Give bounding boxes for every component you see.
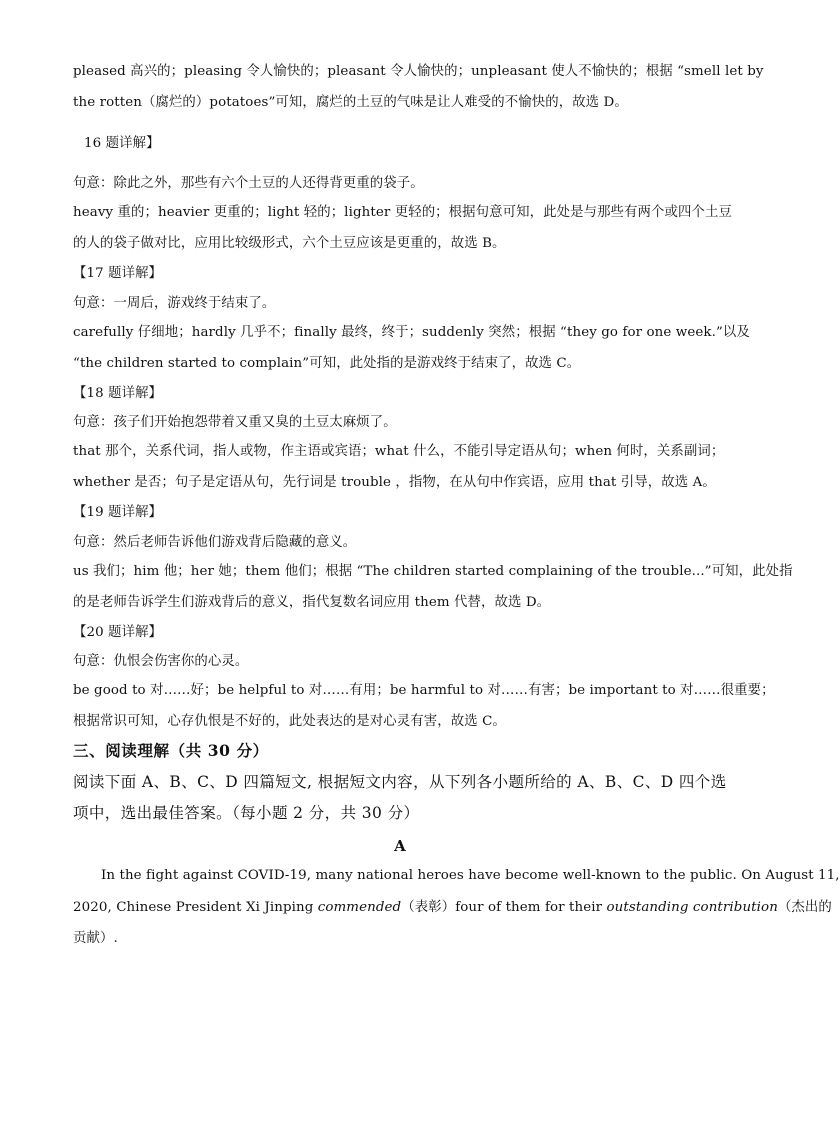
question-heading: 16 题详解】 (84, 136, 160, 151)
question-heading: 【19 题详解】 (73, 505, 163, 520)
text-line: the rotten（腐烂的）potatoes”可知，腐烂的土豆的气味是让人难受的不愉快的，故选 D。 (73, 95, 628, 110)
text-line: 的是老师告诉学生们游戏背后的意义，指代复数名词应用 them 代替，故选 D。 (73, 595, 551, 610)
text-line: “the children started to complain”可知，此处指的是游戏终于结束了，故选 C。 (73, 356, 581, 371)
passage-line (73, 898, 832, 918)
text-line: 句意：除此之外，那些有六个土豆的人还得背更重的袋子。 (73, 176, 424, 191)
text-line: that 那个，关系代词，指人或物，作主语或宾语；what 什么，不能引导定语从句；when 何时，关系副词； (73, 444, 725, 459)
section-heading: 三、阅读理解（共 30 分） (73, 741, 269, 760)
question-heading: 【18 题详解】 (73, 386, 163, 401)
passage-text: （杰出的 (777, 900, 832, 915)
text-line: heavy 重的；heavier 更重的；light 轻的；lighter 更轻的；根据句意可知，此处是与那些有两个或四个土豆 (73, 205, 732, 220)
passage-emphasis: outstanding contribution (606, 900, 778, 915)
instruction-line: 阅读下面 A、B、C、D 四篇短文, 根据短文内容，从下列各小题所给的 A、B、C、D 四个选 (73, 773, 727, 791)
text-line: be good to 对……好；be helpful to 对……有用；be harmful to 对……有害；be important to 对……很重要； (73, 683, 775, 698)
text-line: 句意：孩子们开始抱怨带着又重又臭的土豆太麻烦了。 (73, 415, 397, 430)
text-line: 句意：然后老师告诉他们游戏背后隐藏的意义。 (73, 535, 357, 550)
text-line: 句意：仇恨会伤害你的心灵。 (73, 654, 249, 669)
question-heading: 【20 题详解】 (73, 625, 163, 640)
text-line: 句意：一周后，游戏终于结束了。 (73, 296, 276, 311)
passage-text: （表彰）four of them for their (401, 900, 607, 915)
passage-text: 2020, Chinese President Xi Jinping (73, 900, 318, 915)
passage-label: A (394, 837, 406, 855)
text-line: 的人的袋子做对比，应用比较级形式，六个土豆应该是更重的，故选 B。 (73, 236, 506, 251)
text-line: pleased 高兴的；pleasing 令人愉快的；pleasant 令人愉快的；unpleasant 使人不愉快的；根据 “smell let by (73, 64, 764, 79)
passage-line: In the fight against COVID-19, many national heroes have become well-known to the public. On August 11, (101, 868, 840, 883)
passage-emphasis: commended (317, 900, 402, 915)
text-line: us 我们；him 他；her 她；them 他们；根据 “The children started complaining of the trouble...”可知，此处指 (73, 564, 793, 579)
passage-line: 贡献）. (73, 931, 118, 946)
instruction-line: 项中，选出最佳答案。（每小题 2 分，共 30 分） (73, 804, 420, 822)
text-line: carefully 仔细地；hardly 几乎不；finally 最终，终于；suddenly 突然；根据 “they go for one week.”以及 (73, 325, 750, 340)
question-heading: 【17 题详解】 (73, 266, 163, 281)
text-line: whether 是否；句子是定语从句，先行词是 trouble ，指物，在从句中作宾语，应用 that 引导，故选 A。 (73, 475, 716, 490)
text-line: 根据常识可知，心存仇恨是不好的，此处表达的是对心灵有害，故选 C。 (73, 714, 506, 729)
